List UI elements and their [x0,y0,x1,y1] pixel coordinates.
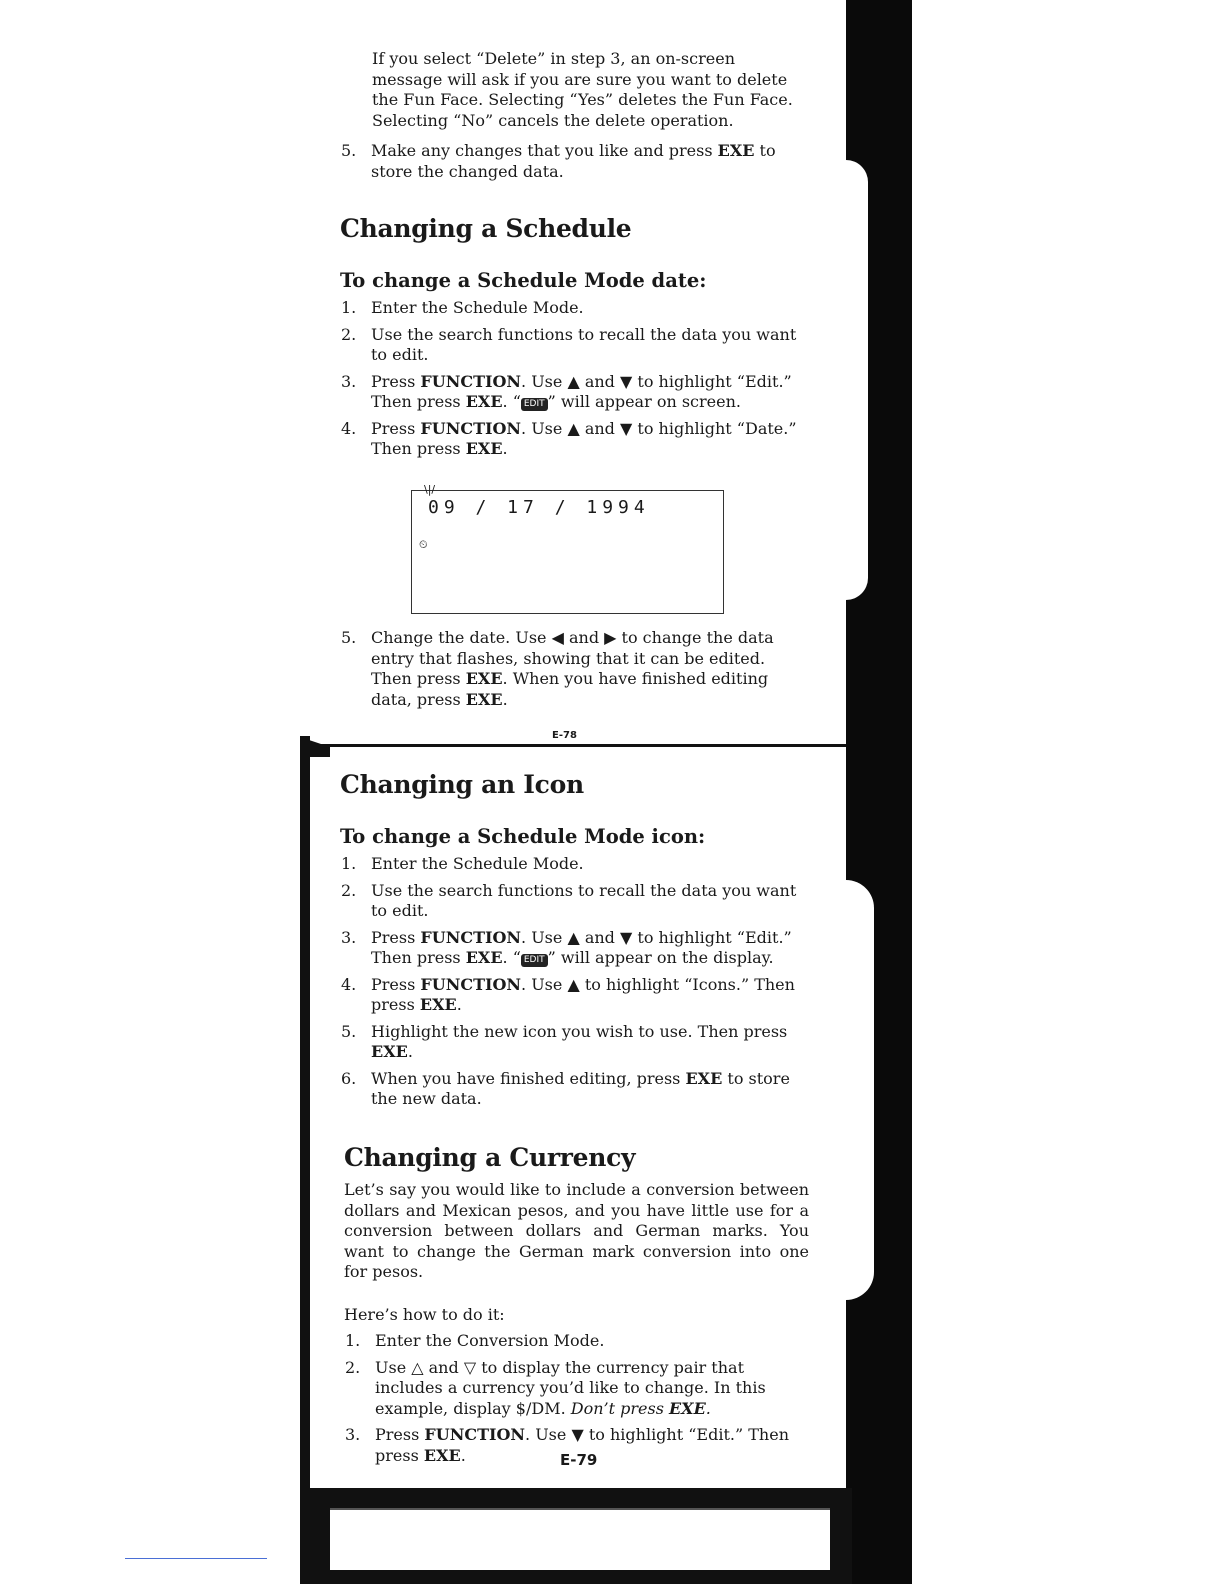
list-item: 1. Enter the Schedule Mode. [341,298,584,317]
footer-link-line [125,1558,267,1559]
divider-arrow-icon [300,737,330,757]
list-item: 5. Make any changes that you like and press EXE to store the changed data. [341,141,776,181]
list-item: 5. Change the date. Use ◀ and ▶ to change the data entry that flashes, showing that it can be edited. Then press EXE. When you have finished editing data, press EXE. [341,628,774,709]
edit-badge-icon: EDIT [521,954,548,967]
page-number: E-79 [560,1451,598,1469]
scan-bottom-band [300,1488,852,1584]
lcd-date-readout: 09 / 17 / 1994 [428,497,650,518]
currency-section [344,1143,809,1466]
schedule-step5 [340,628,805,710]
schedule-steps [340,298,805,460]
list-item: 5. Highlight the new icon you wish to use. Then press EXE. [341,1021,788,1061]
delete-note: If you select “Delete” in step 3, an on-screen message will ask if you are sure you want to delete the Fun Face. Selecting “Yes” deletes the Fun Face. Selecting “No” cancels the delete operation. [372,49,793,130]
currency-heading: Changing a Currency [344,1143,636,1172]
icon-section [340,770,805,1110]
list-item: 2. Use the search functions to recall the data you want to edit. [341,324,797,364]
schedule-heading: Changing a Schedule [340,214,632,243]
scan-edge-right [846,0,912,1584]
list-item: 3. Press FUNCTION. Use ▲ and ▼ to highlight “Edit.” Then press EXE. “ EDIT ” will appear on the display. [341,927,792,967]
lcd-display [411,483,724,614]
list-item: 2. Use the search functions to recall the data you want to edit. [341,880,797,920]
list-item: 4. Press FUNCTION. Use ▲ to highlight “Icons.” Then press EXE. [341,974,795,1014]
page-number-top: E-78 [552,730,577,741]
list-item: 1. Enter the Schedule Mode. [341,854,584,873]
intro-section [340,49,805,182]
scan-edge-left [300,736,310,1584]
icon-heading: Changing an Icon [340,770,584,799]
list-item: 1. Enter the Conversion Mode. [345,1331,605,1350]
list-item: 2. Use △ and ▽ to display the currency pair that includes a currency you’d like to change. In this example, display $/DM. Don’t press EXE. [345,1357,766,1418]
clock-icon: ⏲ [419,538,428,551]
list-item: 6. When you have finished editing, press EXE to store the new data. [341,1068,790,1108]
intro-steps [340,141,805,182]
list-item: 3. Press FUNCTION. Use ▼ to highlight “Edit.” Then press EXE. [345,1425,789,1465]
icon-steps [340,854,805,1110]
currency-steps [344,1331,809,1466]
list-item: 3. Press FUNCTION. Use ▲ and ▼ to highlight “Edit.” Then press EXE. “ EDIT ” will appear on screen. [341,371,792,411]
icon-subheading: To change a Schedule Mode icon: [340,825,706,848]
schedule-steps-cont [340,628,805,710]
flash-indicator-icon: \|/ [424,483,436,496]
list-item: 4. Press FUNCTION. Use ▲ and ▼ to highlight “Date.” Then press EXE. [341,418,797,458]
currency-paragraph: Let’s say you would like to include a conversion between dollars and Mexican pesos, and you have little use for a conversion between dollars and German marks. You want to change the German mark conversion into one for pesos. [344,1180,809,1281]
schedule-subheading: To change a Schedule Mode date: [340,269,707,292]
page-divider [300,744,846,747]
edit-badge-icon: EDIT [521,398,548,411]
currency-howto: Here’s how to do it: [344,1304,505,1324]
schedule-section [340,214,805,460]
